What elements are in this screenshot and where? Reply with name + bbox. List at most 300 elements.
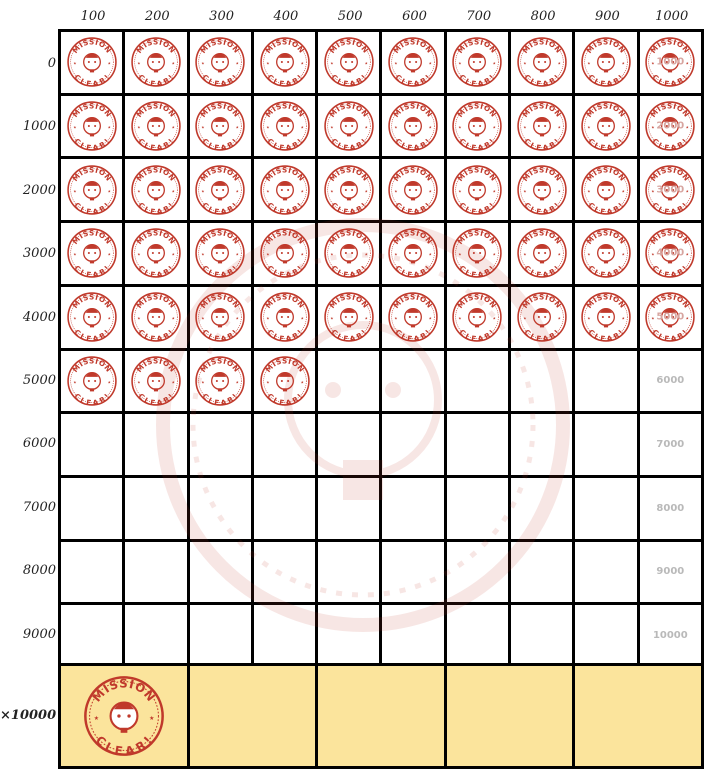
- svg-text:CLEAR!: CLEAR!: [72, 200, 112, 216]
- svg-text:★: ★: [235, 189, 240, 194]
- svg-text:★: ★: [300, 189, 304, 194]
- grid-cell: [125, 478, 186, 539]
- mission-clear-stamp-icon: [516, 164, 568, 216]
- svg-text:★: ★: [685, 189, 690, 194]
- svg-text:MISSION: MISSION: [327, 165, 371, 183]
- mission-clear-stamp-icon: [516, 291, 568, 343]
- grid-cell: [382, 351, 443, 412]
- svg-text:★: ★: [621, 253, 625, 258]
- svg-text:★: ★: [621, 189, 625, 194]
- svg-text:★: ★: [493, 253, 497, 258]
- mission-clear-stamp-icon: [516, 100, 568, 152]
- row-label: 0: [47, 56, 56, 71]
- mission-clear-stamp-icon: [323, 227, 375, 279]
- mission-clear-stamp-icon: [387, 36, 439, 88]
- grid-cell: [318, 287, 379, 348]
- column-label: 900: [594, 9, 620, 24]
- grid-cell: [447, 96, 508, 157]
- svg-text:★: ★: [235, 125, 240, 130]
- column-label: 1000: [655, 9, 689, 24]
- svg-text:★: ★: [493, 189, 497, 194]
- svg-text:★: ★: [621, 125, 625, 130]
- svg-text:★: ★: [300, 61, 304, 66]
- svg-text:CLEAR!: CLEAR!: [265, 263, 305, 280]
- svg-text:MISSION: MISSION: [198, 228, 242, 247]
- svg-text:★: ★: [557, 125, 561, 130]
- svg-text:CLEAR!: CLEAR!: [457, 200, 498, 216]
- grid-cell: [575, 159, 636, 220]
- svg-text:MISSION: MISSION: [584, 37, 628, 56]
- grid-cell: [447, 223, 508, 284]
- bonus-cell: [318, 666, 444, 766]
- grid-cell: [190, 542, 251, 603]
- svg-text:CLEAR!: CLEAR!: [92, 732, 156, 758]
- mission-clear-stamp-icon: [66, 36, 118, 88]
- svg-text:MISSION: MISSION: [520, 165, 564, 183]
- svg-text:CLEAR!: CLEAR!: [393, 200, 433, 216]
- svg-text:CLEAR!: CLEAR!: [329, 327, 369, 344]
- row-label: 3000: [22, 246, 56, 262]
- mission-clear-stamp-icon: [130, 355, 182, 407]
- svg-text:★: ★: [201, 253, 205, 258]
- grid-cell: [447, 32, 508, 93]
- svg-text:CLEAR!: CLEAR!: [200, 136, 240, 153]
- svg-text:CLEAR!: CLEAR!: [650, 327, 691, 344]
- row-label: 7000: [22, 499, 56, 515]
- column-label: 300: [209, 9, 234, 24]
- mission-clear-stamp-icon: [130, 291, 182, 343]
- grid-cell: [447, 159, 508, 220]
- svg-text:★: ★: [523, 189, 527, 194]
- grid-cell: [318, 605, 379, 666]
- grid-cell: [190, 32, 251, 93]
- svg-text:MISSION: MISSION: [520, 228, 564, 247]
- mission-clear-stamp-icon: [580, 100, 632, 152]
- svg-text:MISSION: MISSION: [648, 165, 692, 183]
- svg-text:CLEAR!: CLEAR!: [586, 327, 626, 344]
- svg-text:CLEAR!: CLEAR!: [72, 263, 112, 280]
- column-label: 400: [273, 9, 299, 24]
- mission-clear-stamp-icon: [194, 100, 246, 152]
- grid-cell: [447, 542, 508, 603]
- grid-cell: [61, 32, 122, 93]
- svg-text:★: ★: [330, 253, 334, 258]
- svg-text:★: ★: [72, 125, 77, 130]
- svg-text:CLEAR!: CLEAR!: [200, 200, 240, 216]
- grid-cell: [254, 287, 315, 348]
- svg-text:★: ★: [171, 125, 175, 130]
- svg-text:★: ★: [394, 316, 398, 321]
- svg-text:★: ★: [148, 716, 155, 723]
- svg-text:★: ★: [428, 61, 432, 66]
- cell-goal-label: 1000: [656, 56, 685, 68]
- svg-text:MISSION: MISSION: [455, 292, 499, 311]
- svg-text:★: ★: [651, 316, 655, 321]
- svg-text:MISSION: MISSION: [134, 165, 178, 183]
- svg-text:CLEAR!: CLEAR!: [522, 327, 562, 344]
- mission-clear-stamp-icon: [259, 36, 311, 88]
- svg-text:★: ★: [72, 253, 77, 258]
- grid-cell: [640, 605, 701, 666]
- grid-cell: [382, 605, 443, 666]
- svg-text:★: ★: [458, 61, 462, 66]
- svg-text:★: ★: [72, 380, 77, 385]
- mission-clear-stamp-icon: [323, 36, 375, 88]
- svg-text:CLEAR!: CLEAR!: [393, 263, 433, 280]
- svg-text:★: ★: [300, 380, 304, 385]
- svg-text:★: ★: [458, 253, 462, 258]
- svg-text:★: ★: [587, 316, 591, 321]
- svg-text:MISSION: MISSION: [134, 228, 178, 247]
- column-label: 800: [530, 9, 556, 24]
- svg-text:★: ★: [394, 253, 398, 258]
- svg-text:CLEAR!: CLEAR!: [72, 136, 112, 153]
- grid-cell: [382, 478, 443, 539]
- svg-text:★: ★: [685, 253, 690, 258]
- svg-text:MISSION: MISSION: [520, 37, 564, 56]
- column-label: 600: [402, 9, 427, 24]
- mission-clear-stamp-icon: [66, 355, 118, 407]
- grid-cell: [511, 223, 572, 284]
- svg-text:★: ★: [300, 253, 304, 258]
- grid-cell: [575, 96, 636, 157]
- grid-cell: [640, 542, 701, 603]
- bonus-row: [58, 663, 704, 769]
- mission-clear-stamp-icon: [580, 164, 632, 216]
- svg-text:MISSION: MISSION: [520, 101, 564, 120]
- svg-text:MISSION: MISSION: [70, 356, 114, 374]
- svg-text:MISSION: MISSION: [648, 37, 692, 56]
- grid-cell: [254, 223, 315, 284]
- mission-clear-stamp-icon: [259, 164, 311, 216]
- svg-text:★: ★: [557, 189, 561, 194]
- svg-text:MISSION: MISSION: [391, 37, 435, 56]
- svg-text:MISSION: MISSION: [327, 228, 371, 247]
- grid-cell: [511, 605, 572, 666]
- svg-text:★: ★: [265, 380, 270, 385]
- svg-text:CLEAR!: CLEAR!: [265, 136, 305, 153]
- svg-text:★: ★: [557, 61, 561, 66]
- row-label: 2000: [22, 182, 56, 198]
- grid-cell: [640, 351, 701, 412]
- svg-text:MISSION: MISSION: [455, 37, 499, 56]
- svg-text:MISSION: MISSION: [263, 165, 307, 183]
- grid-cell: [447, 478, 508, 539]
- mission-clear-stamp-icon: [387, 227, 439, 279]
- grid-cell: [61, 96, 122, 157]
- grid-cell: [511, 32, 572, 93]
- mission-clear-stamp-icon: [259, 355, 311, 407]
- mission-clear-stamp-icon: [194, 291, 246, 343]
- grid-cell: [575, 414, 636, 475]
- grid-cell: [61, 542, 122, 603]
- grid-cell: [511, 351, 572, 412]
- svg-text:★: ★: [493, 61, 497, 66]
- cell-goal-label: 8000: [656, 502, 685, 514]
- svg-text:★: ★: [651, 253, 655, 258]
- grid-cell: [61, 414, 122, 475]
- svg-text:★: ★: [428, 189, 432, 194]
- mission-clear-stamp-icon: [516, 36, 568, 88]
- svg-text:★: ★: [458, 316, 462, 321]
- column-label: 100: [80, 9, 106, 24]
- mission-clear-stamp-icon: [323, 164, 375, 216]
- svg-text:MISSION: MISSION: [263, 228, 307, 247]
- svg-text:★: ★: [137, 380, 141, 385]
- svg-text:MISSION: MISSION: [134, 292, 178, 311]
- svg-text:MISSION: MISSION: [70, 101, 114, 120]
- svg-text:MISSION: MISSION: [391, 292, 435, 311]
- grid-cell: [318, 32, 379, 93]
- svg-text:CLEAR!: CLEAR!: [72, 391, 112, 407]
- svg-text:CLEAR!: CLEAR!: [329, 263, 369, 280]
- svg-text:★: ★: [107, 253, 111, 258]
- svg-text:★: ★: [428, 316, 432, 321]
- svg-text:CLEAR!: CLEAR!: [136, 391, 176, 407]
- grid-cell: [254, 414, 315, 475]
- svg-text:★: ★: [651, 189, 655, 194]
- svg-text:★: ★: [201, 380, 205, 385]
- svg-text:CLEAR!: CLEAR!: [329, 72, 369, 89]
- svg-text:★: ★: [171, 189, 175, 194]
- svg-text:CLEAR!: CLEAR!: [586, 263, 626, 280]
- grid-cell: [640, 32, 701, 93]
- grid-cell: [511, 542, 572, 603]
- svg-text:CLEAR!: CLEAR!: [265, 72, 305, 89]
- grid-cell: [640, 478, 701, 539]
- cell-goal-label: 6000: [656, 375, 685, 387]
- grid-cell: [190, 96, 251, 157]
- svg-text:★: ★: [137, 316, 141, 321]
- grid-cell: [190, 159, 251, 220]
- bonus-cell: [575, 666, 701, 766]
- svg-text:★: ★: [171, 61, 175, 66]
- grid-cell: [254, 542, 315, 603]
- grid-cell: [125, 351, 186, 412]
- grid-cell: [254, 96, 315, 157]
- mission-clear-stamp-icon: [451, 36, 503, 88]
- svg-text:CLEAR!: CLEAR!: [200, 327, 240, 344]
- svg-text:CLEAR!: CLEAR!: [136, 200, 176, 216]
- svg-text:★: ★: [523, 125, 527, 130]
- svg-text:CLEAR!: CLEAR!: [457, 327, 498, 344]
- svg-text:CLEAR!: CLEAR!: [586, 200, 626, 216]
- svg-text:★: ★: [651, 125, 655, 130]
- grid-cell: [511, 478, 572, 539]
- svg-text:MISSION: MISSION: [198, 37, 242, 56]
- grid-cell: [61, 287, 122, 348]
- svg-text:MISSION: MISSION: [648, 101, 692, 120]
- grid-cell: [640, 96, 701, 157]
- svg-text:CLEAR!: CLEAR!: [522, 72, 562, 89]
- bonus-cell: [447, 666, 573, 766]
- cell-goal-label: 4000: [656, 247, 685, 259]
- mission-clear-stamp-icon: [580, 36, 632, 88]
- svg-text:★: ★: [428, 253, 432, 258]
- stamp-grid: [58, 29, 704, 669]
- mission-clear-stamp-icon: [259, 100, 311, 152]
- svg-text:★: ★: [107, 189, 111, 194]
- bottom-row-label: ×10000: [0, 708, 57, 723]
- grid-cell: [190, 478, 251, 539]
- svg-text:★: ★: [330, 125, 334, 130]
- svg-text:★: ★: [685, 61, 690, 66]
- row-label: 6000: [22, 436, 56, 452]
- svg-text:CLEAR!: CLEAR!: [393, 72, 433, 89]
- mission-clear-stamp-icon: [130, 164, 182, 216]
- grid-cell: [125, 159, 186, 220]
- mission-clear-stamp-icon: [259, 227, 311, 279]
- svg-text:CLEAR!: CLEAR!: [200, 263, 240, 280]
- mission-clear-stamp-icon: [451, 100, 503, 152]
- svg-text:★: ★: [685, 316, 690, 321]
- grid-cell: [382, 32, 443, 93]
- svg-text:★: ★: [364, 189, 368, 194]
- svg-text:★: ★: [201, 125, 205, 130]
- grid-cell: [511, 287, 572, 348]
- svg-text:★: ★: [235, 316, 240, 321]
- grid-cell: [190, 223, 251, 284]
- svg-text:★: ★: [523, 316, 527, 321]
- cell-goal-label: 5000: [656, 311, 685, 323]
- grid-cell: [254, 351, 315, 412]
- svg-text:MISSION: MISSION: [198, 292, 242, 311]
- grid-cell: [382, 542, 443, 603]
- svg-text:★: ★: [137, 253, 141, 258]
- grid-cell: [447, 351, 508, 412]
- svg-text:MISSION: MISSION: [455, 228, 499, 247]
- svg-text:MISSION: MISSION: [198, 101, 242, 120]
- svg-text:★: ★: [72, 189, 77, 194]
- svg-text:★: ★: [394, 125, 398, 130]
- mission-clear-stamp-icon: [451, 164, 503, 216]
- grid-cell: [125, 605, 186, 666]
- svg-text:★: ★: [201, 316, 205, 321]
- svg-text:CLEAR!: CLEAR!: [457, 72, 498, 89]
- grid-cell: [318, 223, 379, 284]
- svg-text:MISSION: MISSION: [327, 101, 371, 120]
- svg-text:★: ★: [493, 316, 497, 321]
- svg-text:★: ★: [587, 61, 591, 66]
- svg-text:MISSION: MISSION: [263, 101, 307, 120]
- grid-cell: [382, 414, 443, 475]
- grid-cell: [575, 223, 636, 284]
- grid-cell: [318, 351, 379, 412]
- grid-cell: [447, 414, 508, 475]
- svg-text:MISSION: MISSION: [263, 292, 307, 311]
- svg-text:MISSION: MISSION: [70, 37, 114, 56]
- cell-goal-label: 3000: [656, 184, 685, 196]
- svg-text:★: ★: [330, 189, 334, 194]
- svg-text:★: ★: [493, 125, 497, 130]
- grid-cell: [575, 351, 636, 412]
- svg-text:★: ★: [72, 316, 77, 321]
- svg-text:★: ★: [201, 189, 205, 194]
- svg-text:CLEAR!: CLEAR!: [72, 327, 112, 344]
- grid-cell: [575, 287, 636, 348]
- bonus-cell: [61, 666, 187, 766]
- svg-text:MISSION: MISSION: [89, 676, 159, 705]
- svg-text:★: ★: [523, 253, 527, 258]
- svg-text:★: ★: [394, 189, 398, 194]
- column-label: 700: [466, 9, 492, 24]
- svg-text:MISSION: MISSION: [70, 292, 114, 311]
- svg-text:★: ★: [265, 189, 270, 194]
- grid-cell: [382, 96, 443, 157]
- mission-clear-stamp-icon: [82, 674, 166, 758]
- svg-text:CLEAR!: CLEAR!: [265, 391, 305, 407]
- cell-goal-label: 7000: [656, 439, 685, 451]
- svg-text:MISSION: MISSION: [198, 165, 242, 183]
- mission-clear-stamp-icon: [580, 291, 632, 343]
- svg-text:CLEAR!: CLEAR!: [136, 136, 176, 153]
- svg-text:★: ★: [137, 189, 141, 194]
- grid-cell: [640, 223, 701, 284]
- svg-text:★: ★: [265, 253, 270, 258]
- svg-text:★: ★: [587, 253, 591, 258]
- grid-cell: [511, 159, 572, 220]
- svg-text:CLEAR!: CLEAR!: [650, 72, 691, 89]
- mission-clear-stamp-icon: [66, 164, 118, 216]
- grid-cell: [61, 223, 122, 284]
- svg-text:MISSION: MISSION: [134, 356, 178, 374]
- mission-clear-stamp-icon: [194, 36, 246, 88]
- mission-clear-stamp-icon: [323, 291, 375, 343]
- svg-text:★: ★: [72, 61, 77, 66]
- svg-text:★: ★: [235, 253, 240, 258]
- mission-clear-stamp-icon: [580, 227, 632, 279]
- grid-cell: [575, 478, 636, 539]
- grid-cell: [511, 96, 572, 157]
- svg-text:★: ★: [458, 125, 462, 130]
- grid-cell: [190, 287, 251, 348]
- mission-clear-stamp-icon: [451, 227, 503, 279]
- svg-text:MISSION: MISSION: [263, 356, 307, 374]
- svg-text:CLEAR!: CLEAR!: [522, 263, 562, 280]
- mission-clear-stamp-icon: [66, 291, 118, 343]
- grid-cell: [254, 159, 315, 220]
- svg-text:CLEAR!: CLEAR!: [329, 136, 369, 153]
- grid-cell: [190, 605, 251, 666]
- svg-text:CLEAR!: CLEAR!: [200, 72, 240, 89]
- grid-cell: [382, 287, 443, 348]
- grid-cell: [511, 414, 572, 475]
- grid-cell: [125, 96, 186, 157]
- grid-cell: [318, 159, 379, 220]
- grid-cell: [447, 605, 508, 666]
- svg-text:★: ★: [107, 61, 111, 66]
- svg-text:CLEAR!: CLEAR!: [200, 391, 240, 407]
- mission-clear-stamp-icon: [387, 291, 439, 343]
- svg-text:★: ★: [265, 316, 270, 321]
- grid-cell: [575, 542, 636, 603]
- mission-clear-stamp-icon: [66, 100, 118, 152]
- svg-text:CLEAR!: CLEAR!: [136, 263, 176, 280]
- svg-text:★: ★: [235, 380, 240, 385]
- grid-cell: [125, 223, 186, 284]
- svg-text:★: ★: [523, 61, 527, 66]
- svg-text:CLEAR!: CLEAR!: [393, 136, 433, 153]
- svg-text:MISSION: MISSION: [584, 292, 628, 311]
- svg-text:MISSION: MISSION: [70, 228, 114, 247]
- grid-cell: [254, 478, 315, 539]
- grid-cell: [190, 351, 251, 412]
- grid-cell: [575, 605, 636, 666]
- row-label: 1000: [22, 119, 56, 135]
- svg-text:★: ★: [685, 125, 690, 130]
- grid-cell: [61, 478, 122, 539]
- bonus-cell: [190, 666, 316, 766]
